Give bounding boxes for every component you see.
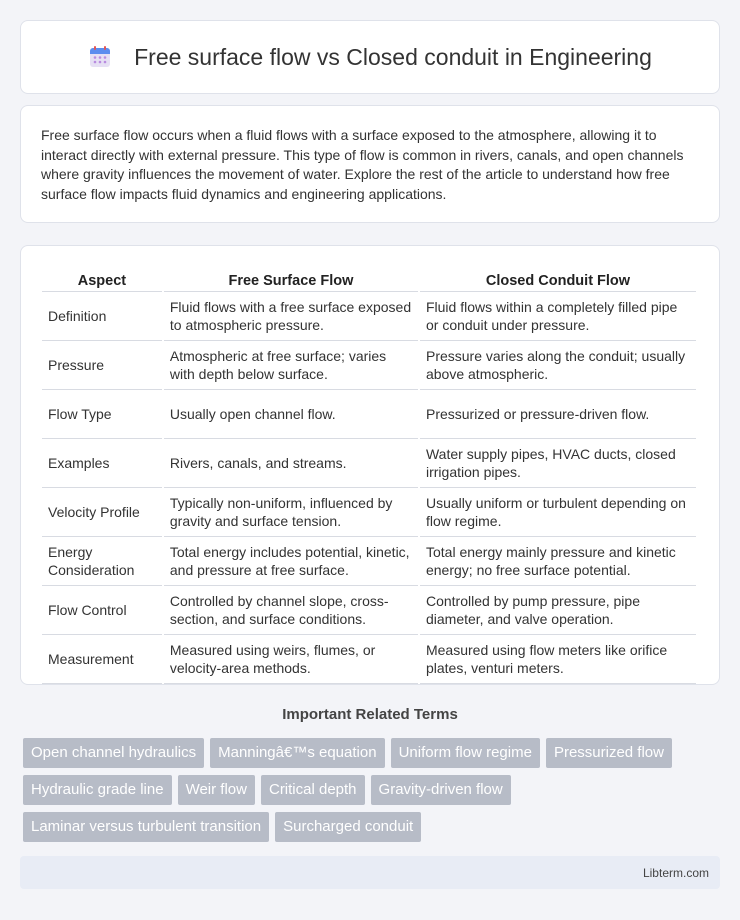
row-closed-conduit: Total energy mainly pressure and kinetic energy; no free surface potential. (420, 537, 696, 586)
row-free-surface: Rivers, canals, and streams. (164, 439, 418, 488)
calendar-icon (88, 45, 112, 69)
related-term-tag[interactable]: Gravity-driven flow (371, 775, 511, 805)
row-aspect: Flow Control (42, 586, 162, 635)
row-closed-conduit: Measured using flow meters like orifice plates, venturi meters. (420, 635, 696, 684)
related-term-tag[interactable]: Weir flow (178, 775, 255, 805)
comparison-table (40, 266, 698, 684)
table-row (42, 537, 696, 586)
table-row (42, 488, 696, 537)
related-terms-title: Important Related Terms (282, 706, 458, 723)
related-term-tag[interactable]: Hydraulic grade line (23, 775, 172, 805)
footer-site-link[interactable]: Libterm.com (642, 865, 709, 880)
related-term-tag[interactable]: Critical depth (261, 775, 365, 805)
row-free-surface: Typically non-uniform, influenced by gravity and surface tension. (164, 488, 418, 537)
row-aspect: Examples (42, 439, 162, 488)
header-closed-conduit-flow: Closed Conduit Flow (420, 266, 696, 292)
related-term-tag[interactable]: Uniform flow regime (391, 738, 540, 768)
row-aspect: Flow Type (42, 390, 162, 439)
table-row (42, 292, 696, 341)
table-row (42, 439, 696, 488)
row-free-surface: Controlled by channel slope, cross-section, and surface conditions. (164, 586, 418, 635)
row-closed-conduit: Controlled by pump pressure, pipe diameter, and valve operation. (420, 586, 696, 635)
related-term-tag[interactable]: Open channel hydraulics (23, 738, 204, 768)
row-free-surface: Usually open channel flow. (164, 390, 418, 439)
row-free-surface: Measured using weirs, flumes, or velocity-area methods. (164, 635, 418, 684)
table-row (42, 586, 696, 635)
table-row (42, 341, 696, 390)
related-term-tag[interactable]: Manningâ€™s equation (210, 738, 384, 768)
row-aspect: Pressure (42, 341, 162, 390)
row-closed-conduit: Water supply pipes, HVAC ducts, closed irrigation pipes. (420, 439, 696, 488)
intro-card (20, 105, 720, 223)
related-terms-list (23, 738, 723, 849)
related-term-tag[interactable]: Surcharged conduit (275, 812, 421, 842)
row-aspect: Definition (42, 292, 162, 341)
footer (20, 856, 720, 889)
row-aspect: Velocity Profile (42, 488, 162, 537)
header-card (20, 20, 720, 94)
row-closed-conduit: Fluid flows within a completely filled pipe or conduit under pressure. (420, 292, 696, 341)
row-aspect: Energy Consideration (42, 537, 162, 586)
row-free-surface: Total energy includes potential, kinetic, and pressure at free surface. (164, 537, 418, 586)
table-row (42, 635, 696, 684)
header-free-surface-flow: Free Surface Flow (164, 266, 418, 292)
row-free-surface: Atmospheric at free surface; varies with depth below surface. (164, 341, 418, 390)
table-header-row (42, 266, 696, 292)
related-term-tag[interactable]: Laminar versus turbulent transition (23, 812, 269, 842)
row-free-surface: Fluid flows with a free surface exposed to atmospheric pressure. (164, 292, 418, 341)
row-aspect: Measurement (42, 635, 162, 684)
row-closed-conduit: Usually uniform or turbulent depending on flow regime. (420, 488, 696, 537)
page-title: Free surface flow vs Closed conduit in Engineering (134, 43, 652, 70)
comparison-card (20, 245, 720, 685)
header-aspect: Aspect (42, 266, 162, 292)
row-closed-conduit: Pressure varies along the conduit; usually above atmospheric. (420, 341, 696, 390)
intro-paragraph: Free surface flow occurs when a fluid flows with a surface exposed to the atmosphere, allowing it to interact directly with external pressure. This type of flow is common in rivers, canals, and open channels where gravity influences the movement of water. Explore the rest of the article to understand how free surface flow impacts fluid dynamics and engineering applications. (41, 127, 684, 202)
row-closed-conduit: Pressurized or pressure-driven flow. (420, 390, 696, 439)
related-term-tag[interactable]: Pressurized flow (546, 738, 672, 768)
table-row (42, 390, 696, 439)
